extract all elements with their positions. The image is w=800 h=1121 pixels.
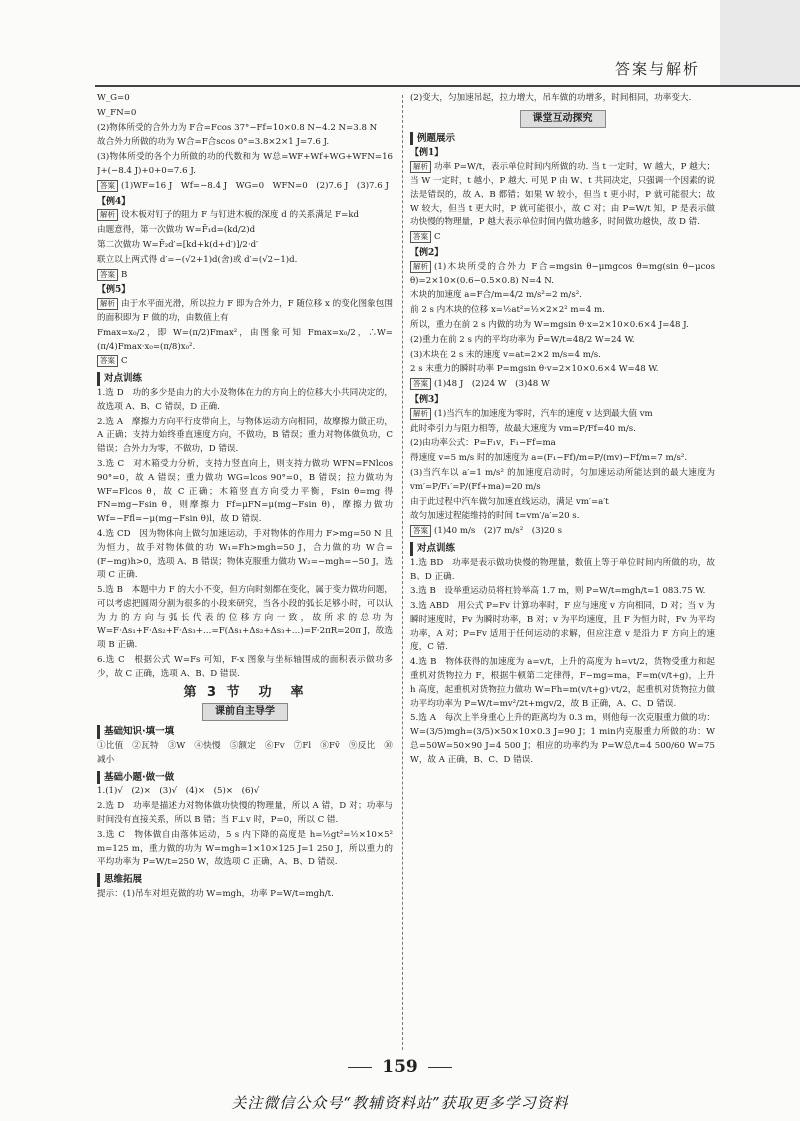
classroom-band: 课堂互动探究 (410, 110, 715, 128)
footer-note: 关注微信公众号“教辅资料站”获取更多学习资料 (231, 1094, 569, 1112)
drill-item: 6.选 C 根据公式 W=Fs 可知，F-x 图象与坐标轴围成的面积表示做功多少，故 C 正确，选项 A、B、D 错误. (97, 655, 393, 679)
text-line: 3.选 C 物体做自由落体运动，5 s 内下降的高度是 h=½gt²=½×10×5² m=125 m，重力做的功为 W=mgh=1×10×125 J=1 250 J，所以重力的平均功率为 P=W/t=250 W，故选项 C 正确，A、B、D 错误. (97, 829, 393, 868)
drill-item: 3.选 ABD 用公式 P=Fv 计算功率时，F 应与速度 v 方向相同，D 对；当 v 为瞬时速度时，Fv 为瞬时功率，B 对；v 为平均速度，且 F 为恒力时，Fv 为平均功率，A 对；P=Fv 适用于任何运动的求解，但应注意 v 是沿力 F 方向上的速度，C 错. (410, 601, 715, 653)
text-line: (2)变大，匀加速吊起，拉力增大，吊车做的功增多，时间相同，功率变大. (410, 93, 692, 103)
page-header (95, 0, 800, 87)
text-line: 由题意得，第一次做功 W=F̄₁d=(kd/2)d (97, 225, 256, 236)
header-title: 答案与解析 (614, 60, 700, 78)
left-column (97, 92, 393, 1052)
drill-item: 4.选 B 物体获得的加速度为 a=v/t，上升的高度为 h=vt/2，货物受重力和起重机对货物拉力 F，根据牛顿第二定律得，F−mg=ma，F=m(v/t+g)，上升 h 高度，起重机对货物拉力做功 W=Fh=m(v/t+g)·vt/2，起重机对货物拉力做功平均功率为 P=W/t=mv²/2t+mgv/2，故 B 正确，A、C、D 错误. (410, 657, 715, 709)
analysis-tag: 解析 (410, 161, 431, 173)
text-line: 故匀加速过程能维持的时间 t=vm′/a′=20 s. (410, 511, 580, 522)
text-line: W_G=0 (97, 93, 130, 103)
text-line: 所以，重力在前 2 s 内做的功为 W=mgsin θ·x=2×10×0.6×4 J=48 J. (410, 319, 689, 330)
text-line: 提示：(1)吊车对坦克做的功 W=mgh，功率 P=W/t=mgh/t. (97, 889, 334, 900)
page-number: 159 (0, 1057, 800, 1077)
thinking-extension-title: 思维拓展 (97, 873, 393, 887)
analysis-tag: 解析 (410, 261, 431, 273)
drill-item: 2.选 A 摩擦力方向平行皮带向上，与物体运动方向相同，故摩擦力做正功，A 正确；支持力始终垂直速度方向，不做功，B 错误；重力对物体做负功，C 错误；合外力为零，不做功，D 错误. (97, 416, 393, 455)
answer-tag: 答案 (410, 231, 431, 243)
drill-item: 3.选 C 对木箱受力分析，支持力竖直向上，则支持力做功 WFN=FNlcos 90°=0，故 A 错误；重力做功 WG=lcos 90°=0，B 错误；拉力做功为 WF=Flcos θ，故 C 正确；木箱竖直方向受力平衡，Fsin θ=mg 得 FN=mg−Fsin θ，则摩擦力 Ff=μFN=μ(mg−Fsin θ)，摩擦力做功 Wf=−Ffl=−μ(mg−Fsin θ)l，故 D 错误. (97, 458, 393, 525)
text-line: Fmax=x₀/2，即 W=(π/2)Fmax²，由图象可知 Fmax=x₀/2，∴W=(π/4)Fmax·x₀=(π/8)x₀². (97, 327, 393, 352)
example-section-title: 例题展示 (410, 132, 715, 146)
small-questions-title: 基础小题·做一做 (97, 771, 393, 785)
drill-section-title: 对点训练 (97, 372, 393, 386)
right-column (410, 92, 715, 1052)
example-5-label: 【例5】 (97, 285, 131, 296)
answer-line: 答案 C (410, 231, 715, 245)
analysis-line: 解析 由于水平面光滑，所以拉力 F 即为合外力，F 随位移 x 的变化图象包围的面积即为 F 做的功，由数值上有 (97, 299, 393, 323)
drill-item: 4.选 CD 因为物体向上做匀加速运动，手对物体的作用力 F>mg=50 N 且为恒力，故手对物体做的功 W₁=Fh>mgh=50 J，合力做的功 W合=(F−mg)h>0，选项 A、B 错误；物体克服重力做功 W₂=−mgh=−50 J，选项 C 正确. (97, 528, 393, 581)
text-line: 第二次做功 W=F̄₂d′=[kd+k(d+d′)]/2·d′ (97, 239, 259, 250)
analysis-tag: 解析 (97, 298, 118, 310)
answer-line: 答案 (1)40 m/s (2)7 m/s² (3)20 s (410, 525, 715, 539)
text-line: (2)由功率公式：P=F₁v，F₁−Ff=ma (410, 438, 556, 449)
drill-section-title: 对点训练 (410, 542, 715, 556)
answer-line: 答案 B (97, 269, 393, 283)
example-1-label: 【例1】 (410, 148, 444, 159)
basic-knowledge-title: 基础知识·填一填 (97, 725, 393, 739)
drill-item: 5.选 A 每次上半身重心上升的距离均为 0.3 m，则他每一次克服重力做的功：W=(3/5)mgh=(3/5)×50×10×0.3 J=90 J；1 min内克服重力所做的功：W总=50W=50×90 J=4 500 J；相应的功率约为 P=W总/t=4 500/60 W=75 W，故 A 正确，B、C、D 错误. (410, 713, 715, 765)
text-line: (2)重力在前 2 s 内的平均功率为 P̄=W/t=48/2 W=24 W. (410, 334, 635, 345)
text-line: 此时牵引力与阻力相等，故最大速度为 vm=P/Ff=40 m/s. (410, 423, 636, 434)
example-4-label: 【例4】 (97, 196, 131, 207)
preview-band: 课前自主导学 (97, 703, 393, 721)
text-line: 2.选 D 功率是描述力对物体做功快慢的物理量，所以 A 错，D 对；功率与时间没有直接关系，所以 B 错；当 F⊥v 时，P=0，所以 C 错. (97, 801, 393, 826)
text-line: 前 2 s 内木块的位移 x=½at²=½×2×2² m=4 m. (410, 305, 605, 316)
analysis-line: 解析 (1)木块所受的合外力 F合=mgsin θ−μmgcos θ=mg(sin θ−μcos θ)=2×10×(0.6−0.5×0.8) N=4 N. (410, 261, 715, 286)
example-3-label: 【例3】 (410, 394, 444, 405)
drill-item: 1.选 D 功的多少是由力的大小及物体在力的方向上的位移大小共同决定的，故选项 A、B、C 错误，D 正确. (97, 387, 393, 412)
text-line: 由于此过程中汽车做匀加速直线运动，满足 vm′=a′t (410, 496, 609, 507)
text-line: W_FN=0 (97, 107, 137, 118)
text-line: (2)物体所受的合外力为 F合=Fcos 37°−Ff=10×0.8 N−4.2 N=3.8 N (97, 122, 378, 133)
text-line: 得速度 v=5 m/s 时的加速度为 a=(F₁−Ff)/m=P/(mv)−Ff/m=7 m/s². (410, 453, 688, 464)
answer-line: 答案 (1)WF=16 J Wf=−8.4 J WG=0 WFN=0 (2)7.6 J (3)7.6 J (97, 180, 393, 194)
answer-tag: 答案 (97, 180, 118, 192)
answer-tag: 答案 (410, 525, 431, 537)
analysis-tag: 解析 (410, 408, 431, 420)
analysis-line: 解析 设木板对钉子的阻力 F 与钉进木板的深度 d 的关系满足 F=kd (97, 209, 393, 223)
text-line: 联立以上两式得 d′=−(√2+1)d(舍)或 d′=(√2−1)d. (97, 254, 298, 265)
text-line: 2 s 末重力的瞬时功率 P=mgsin θ·v=2×10×0.6×4 W=48 W. (410, 364, 659, 375)
column-divider (402, 95, 403, 1050)
answer-tag: 答案 (97, 269, 118, 281)
example-2-label: 【例2】 (410, 247, 444, 258)
answer-line: 答案 C (97, 355, 393, 369)
analysis-line: 解析 (1)当汽车的加速度为零时，汽车的速度 v 达到最大值 vm (410, 408, 715, 422)
text-line: (3)当汽车以 a′=1 m/s² 的加速度启动时，匀加速运动所能达到的最大速度为 vm′=P/F₁′=P/(Ff+ma)=20 m/s (410, 467, 715, 492)
header-gray-bar (720, 0, 800, 85)
drill-item: 1.选 BD 功率是表示做功快慢的物理量，数值上等于单位时间内所做的功，故 B、D 正确. (410, 557, 715, 582)
fill-blank-answers: ①比值 ②瓦特 ③W ④快慢 ⑤额定 ⑥Fv ⑦Fl ⑧Fv̄ ⑨反比 ⑩减小 (97, 741, 393, 765)
text-line: 1.(1)√ (2)× (3)√ (4)× (5)× (6)√ (97, 786, 260, 797)
text-line: (3)木块在 2 s 末的速度 v=at=2×2 m/s=4 m/s. (410, 349, 601, 360)
chapter-title: 第 3 节 功 率 (183, 684, 307, 700)
text-line: (3)物体所受的各个力所做的功的代数和为 W总=WF+Wf+WG+WFN=16 J+(−8.4 J)+0+0=7.6 J. (97, 152, 393, 176)
text-line: 故合外力所做的功为 W合=F合scos 0°=3.8×2×1 J=7.6 J. (97, 137, 330, 148)
answer-line: 答案 (1)48 J (2)24 W (3)48 W (410, 378, 715, 392)
answer-tag: 答案 (97, 355, 118, 367)
analysis-line: 解析 功率 P=W/t，表示单位时间内所做的功. 当 t 一定时，W 越大，P 越大；当 W 一定时，t 越小，P 越大. 可见 P 由 W、t 共同决定，只强调一个因素的说法是错误的，故 A、B 都错；如果 W 较小，但当 t 更小时，P 就可能很大；故 W 较大，但当 t 更大时，P 就可能很小，故 C 对；由 P=W/t 知，P 是表示做功快慢的物理量，P 越大表示单位时间内做功越多，时间做功越快，故 D 错. (410, 162, 715, 228)
drill-item: 5.选 B 本题中力 F 的大小不变，但方向时刻都在变化，属于变力做功问题，可以考虑把圆周分割为很多的小段来研究，当各小段的弧长足够小时，可以认为力的方向与弧长代表的位移方向一致，故所求的总功为 W=F·Δs₁+F·Δs₂+F·Δs₃+…=F(Δs₁+Δs₂+Δs₃+…)=F·2πR=20π J，故选项 B 正确. (97, 585, 393, 651)
drill-item: 3.选 B 设举重运动员将杠铃举高 1.7 m，则 P=W/t=mgh/t=1 083.75 W. (410, 586, 706, 597)
answer-tag: 答案 (410, 378, 431, 390)
text-line: 木块的加速度 a=F合/m=4/2 m/s²=2 m/s². (410, 290, 582, 301)
analysis-tag: 解析 (97, 209, 118, 221)
